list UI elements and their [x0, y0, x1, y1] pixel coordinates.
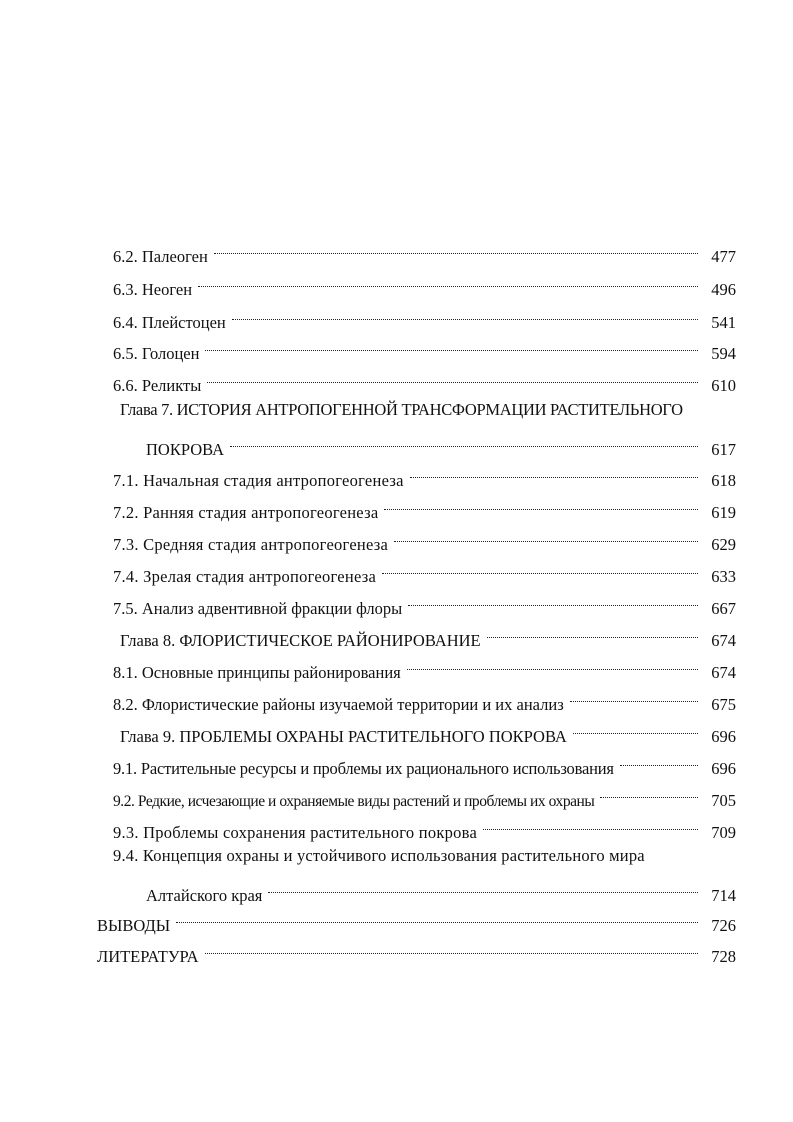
- toc-entry-title: 8.1. Основные принципы районирования: [113, 663, 401, 682]
- toc-entry-page: 696: [711, 727, 736, 746]
- toc-entry-title: Глава 9. ПРОБЛЕМЫ ОХРАНЫ РАСТИТЕЛЬНОГО ПОКРОВА: [120, 727, 567, 746]
- toc-entry-page: 714: [711, 886, 736, 905]
- dot-leader: [394, 522, 698, 550]
- toc-entry-title: 9.2. Редкие, исчезающие и охраняемые виды растений и проблемы их охраны: [113, 793, 595, 810]
- dot-leader: [573, 714, 698, 742]
- toc-entry-7-4[interactable]: [113, 554, 736, 586]
- dot-leader: [232, 300, 698, 328]
- toc-entry-chapter-8[interactable]: [120, 618, 736, 650]
- dot-leader: [205, 331, 698, 359]
- dot-leader: [408, 586, 698, 614]
- toc-entry-title: 7.4. Зрелая стадия антропогеогенеза: [113, 567, 377, 586]
- toc-entry-6-5[interactable]: [113, 331, 736, 363]
- dot-leader: [487, 618, 698, 646]
- toc-entry-page: 618: [711, 471, 736, 490]
- toc-entry-9-4-cont[interactable]: [146, 873, 736, 905]
- toc-entry-title: Глава 8. ФЛОРИСТИЧЕСКОЕ РАЙОНИРОВАНИЕ: [120, 631, 481, 650]
- dot-leader: [620, 746, 698, 774]
- dot-leader: [230, 427, 698, 455]
- toc-entry-page: 728: [711, 947, 736, 966]
- toc-entry-9-2[interactable]: [113, 778, 736, 810]
- toc-entry-6-6[interactable]: [113, 363, 736, 395]
- toc-entry-title: 6.3. Неоген: [113, 280, 193, 299]
- toc-entry-page: 496: [711, 280, 736, 299]
- toc-entry-chapter-7-cont[interactable]: [146, 427, 736, 459]
- dot-leader: [570, 682, 698, 710]
- toc-entry-title: 9.4. Концепция охраны и устойчивого использования растительного мира: [113, 846, 645, 865]
- dot-leader: [214, 234, 698, 262]
- toc-entry-page: 610: [711, 376, 736, 395]
- toc-entry-7-2[interactable]: [113, 490, 736, 522]
- dot-leader: [410, 458, 698, 486]
- toc-entry-9-3[interactable]: [113, 810, 736, 842]
- toc-entry-title: Алтайского края: [146, 886, 263, 905]
- dot-leader: [384, 490, 698, 518]
- toc-entry-title: 6.6. Реликты: [113, 376, 202, 395]
- toc-entry-title: 7.3. Средняя стадия антропогеогенеза: [113, 535, 389, 554]
- toc-entry-title: ВЫВОДЫ: [97, 916, 171, 935]
- toc-entry-page: 477: [711, 247, 736, 266]
- toc-entry-page: 674: [711, 631, 736, 650]
- toc-entry-8-2[interactable]: [113, 682, 736, 714]
- toc-entry-9-1[interactable]: [113, 746, 736, 778]
- toc-entry-page: 696: [711, 759, 736, 778]
- toc-entry-title: 7.5. Анализ адвентивной фракции флоры: [113, 599, 403, 618]
- dot-leader: [207, 363, 698, 391]
- toc-entry-conclusions[interactable]: [97, 903, 736, 935]
- toc-entry-6-2[interactable]: [113, 234, 736, 266]
- toc-entry-6-3[interactable]: [113, 267, 736, 299]
- toc-entry-7-5[interactable]: [113, 586, 736, 618]
- toc-entry-6-4[interactable]: [113, 300, 736, 332]
- toc-entry-7-1[interactable]: [113, 458, 736, 490]
- toc-entry-title: 9.3. Проблемы сохранения растительного покрова: [113, 823, 478, 842]
- toc-entry-literature[interactable]: [97, 934, 736, 966]
- toc-entry-page: 629: [711, 535, 736, 554]
- toc-entry-title: 7.1. Начальная стадия антропогеогенеза: [113, 471, 404, 490]
- dot-leader: [205, 934, 698, 962]
- dot-leader: [600, 778, 698, 806]
- toc-entry-chapter-9[interactable]: [120, 714, 736, 746]
- toc-entry-title: 6.5. Голоцен: [113, 344, 200, 363]
- toc-entry-page: 674: [711, 663, 736, 682]
- dot-leader: [268, 873, 698, 901]
- dot-leader: [176, 903, 698, 931]
- dot-leader: [198, 267, 698, 295]
- toc-entry-8-1[interactable]: [113, 650, 736, 682]
- dot-leader: [483, 810, 698, 838]
- dot-leader: [407, 650, 698, 678]
- toc-entry-page: 633: [711, 567, 736, 586]
- toc-entry-chapter-7[interactable]: [120, 396, 740, 424]
- toc-entry-page: 726: [711, 916, 736, 935]
- toc-entry-title: 9.1. Растительные ресурсы и проблемы их рационального использования: [113, 759, 614, 778]
- toc-entry-title: 6.4. Плейстоцен: [113, 313, 226, 332]
- toc-entry-page: 617: [711, 440, 736, 459]
- toc-entry-page: 709: [711, 823, 736, 842]
- toc-entry-page: 541: [711, 313, 736, 332]
- toc-entry-title: 6.2. Палеоген: [113, 247, 208, 266]
- toc-entry-9-4[interactable]: [113, 842, 743, 870]
- toc-entry-page: 594: [711, 344, 736, 363]
- toc-entry-7-3[interactable]: [113, 522, 736, 554]
- toc-entry-title: 8.2. Флористические районы изучаемой территории и их анализ: [113, 695, 564, 714]
- toc-entry-page: 619: [711, 503, 736, 522]
- toc-entry-page: 705: [711, 791, 736, 810]
- toc-entry-title: 7.2. Ранняя стадия антропогеогенеза: [113, 503, 379, 522]
- toc-entry-page: 667: [711, 599, 736, 618]
- toc-entry-title: Глава 7. ИСТОРИЯ АНТРОПОГЕННОЙ ТРАНСФОРМАЦИИ РАСТИТЕЛЬНОГО: [120, 400, 683, 419]
- toc-entry-title: ЛИТЕРАТУРА: [97, 947, 199, 966]
- toc-entry-page: 675: [711, 695, 736, 714]
- dot-leader: [382, 554, 698, 582]
- toc-entry-title: ПОКРОВА: [146, 440, 225, 459]
